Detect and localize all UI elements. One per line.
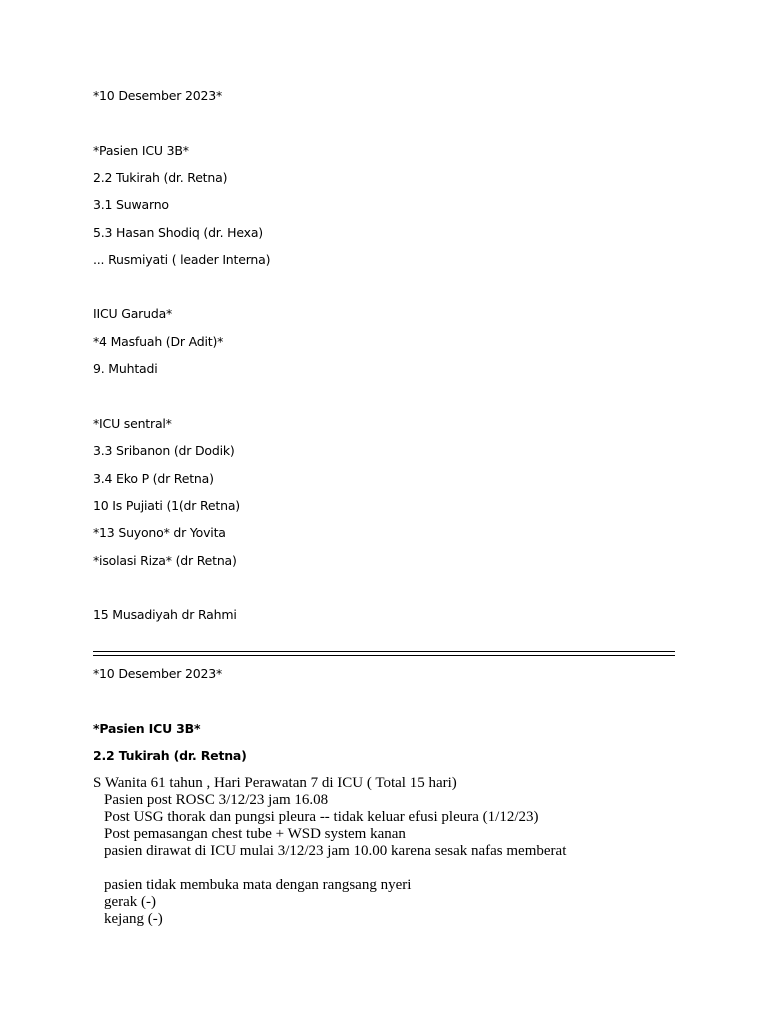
- icu-3b-heading-bold: *Pasien ICU 3B*: [93, 721, 201, 736]
- list-item: 3.3 Sribanon (dr Dodik): [93, 443, 235, 458]
- note-line: pasien dirawat di ICU mulai 3/12/23 jam 10.00 karena sesak nafas memberat: [104, 843, 567, 859]
- note-line: Post pemasangan chest tube + WSD system kanan: [104, 826, 406, 842]
- date-heading-2: *10 Desember 2023*: [93, 666, 223, 681]
- garuda-heading: IICU Garuda*: [93, 306, 173, 321]
- list-item: ... Rusmiyati ( leader Interna): [93, 252, 271, 267]
- note-line: Post USG thorak dan pungsi pleura -- tidak keluar efusi pleura (1/12/23): [104, 809, 539, 825]
- note-line: kejang (-): [104, 911, 163, 927]
- list-item: 3.1 Suwarno: [93, 197, 169, 212]
- note-line: gerak (-): [104, 894, 157, 910]
- date-heading: *10 Desember 2023*: [93, 88, 223, 103]
- patient-heading: 2.2 Tukirah (dr. Retna): [93, 748, 247, 763]
- note-line: Pasien post ROSC 3/12/23 jam 16.08: [104, 792, 329, 808]
- list-item: 5.3 Hasan Shodiq (dr. Hexa): [93, 225, 263, 240]
- list-item: 9. Muhtadi: [93, 361, 158, 376]
- list-item: 10 Is Pujiati (1(dr Retna): [93, 498, 240, 513]
- list-item: *13 Suyono* dr Yovita: [93, 525, 226, 540]
- icu-sentral-heading: *ICU sentral*: [93, 416, 172, 431]
- section-divider: [93, 651, 675, 656]
- icu-3b-heading: *Pasien ICU 3B*: [93, 143, 189, 158]
- note-line: S Wanita 61 tahun , Hari Perawatan 7 di ICU ( Total 15 hari): [93, 775, 457, 791]
- list-item: *4 Masfuah (Dr Adit)*: [93, 334, 224, 349]
- list-item: 3.4 Eko P (dr Retna): [93, 471, 214, 486]
- list-item: *isolasi Riza* (dr Retna): [93, 553, 237, 568]
- list-item: 2.2 Tukirah (dr. Retna): [93, 170, 228, 185]
- list-item: 15 Musadiyah dr Rahmi: [93, 607, 237, 622]
- note-line: pasien tidak membuka mata dengan rangsang nyeri: [104, 877, 412, 893]
